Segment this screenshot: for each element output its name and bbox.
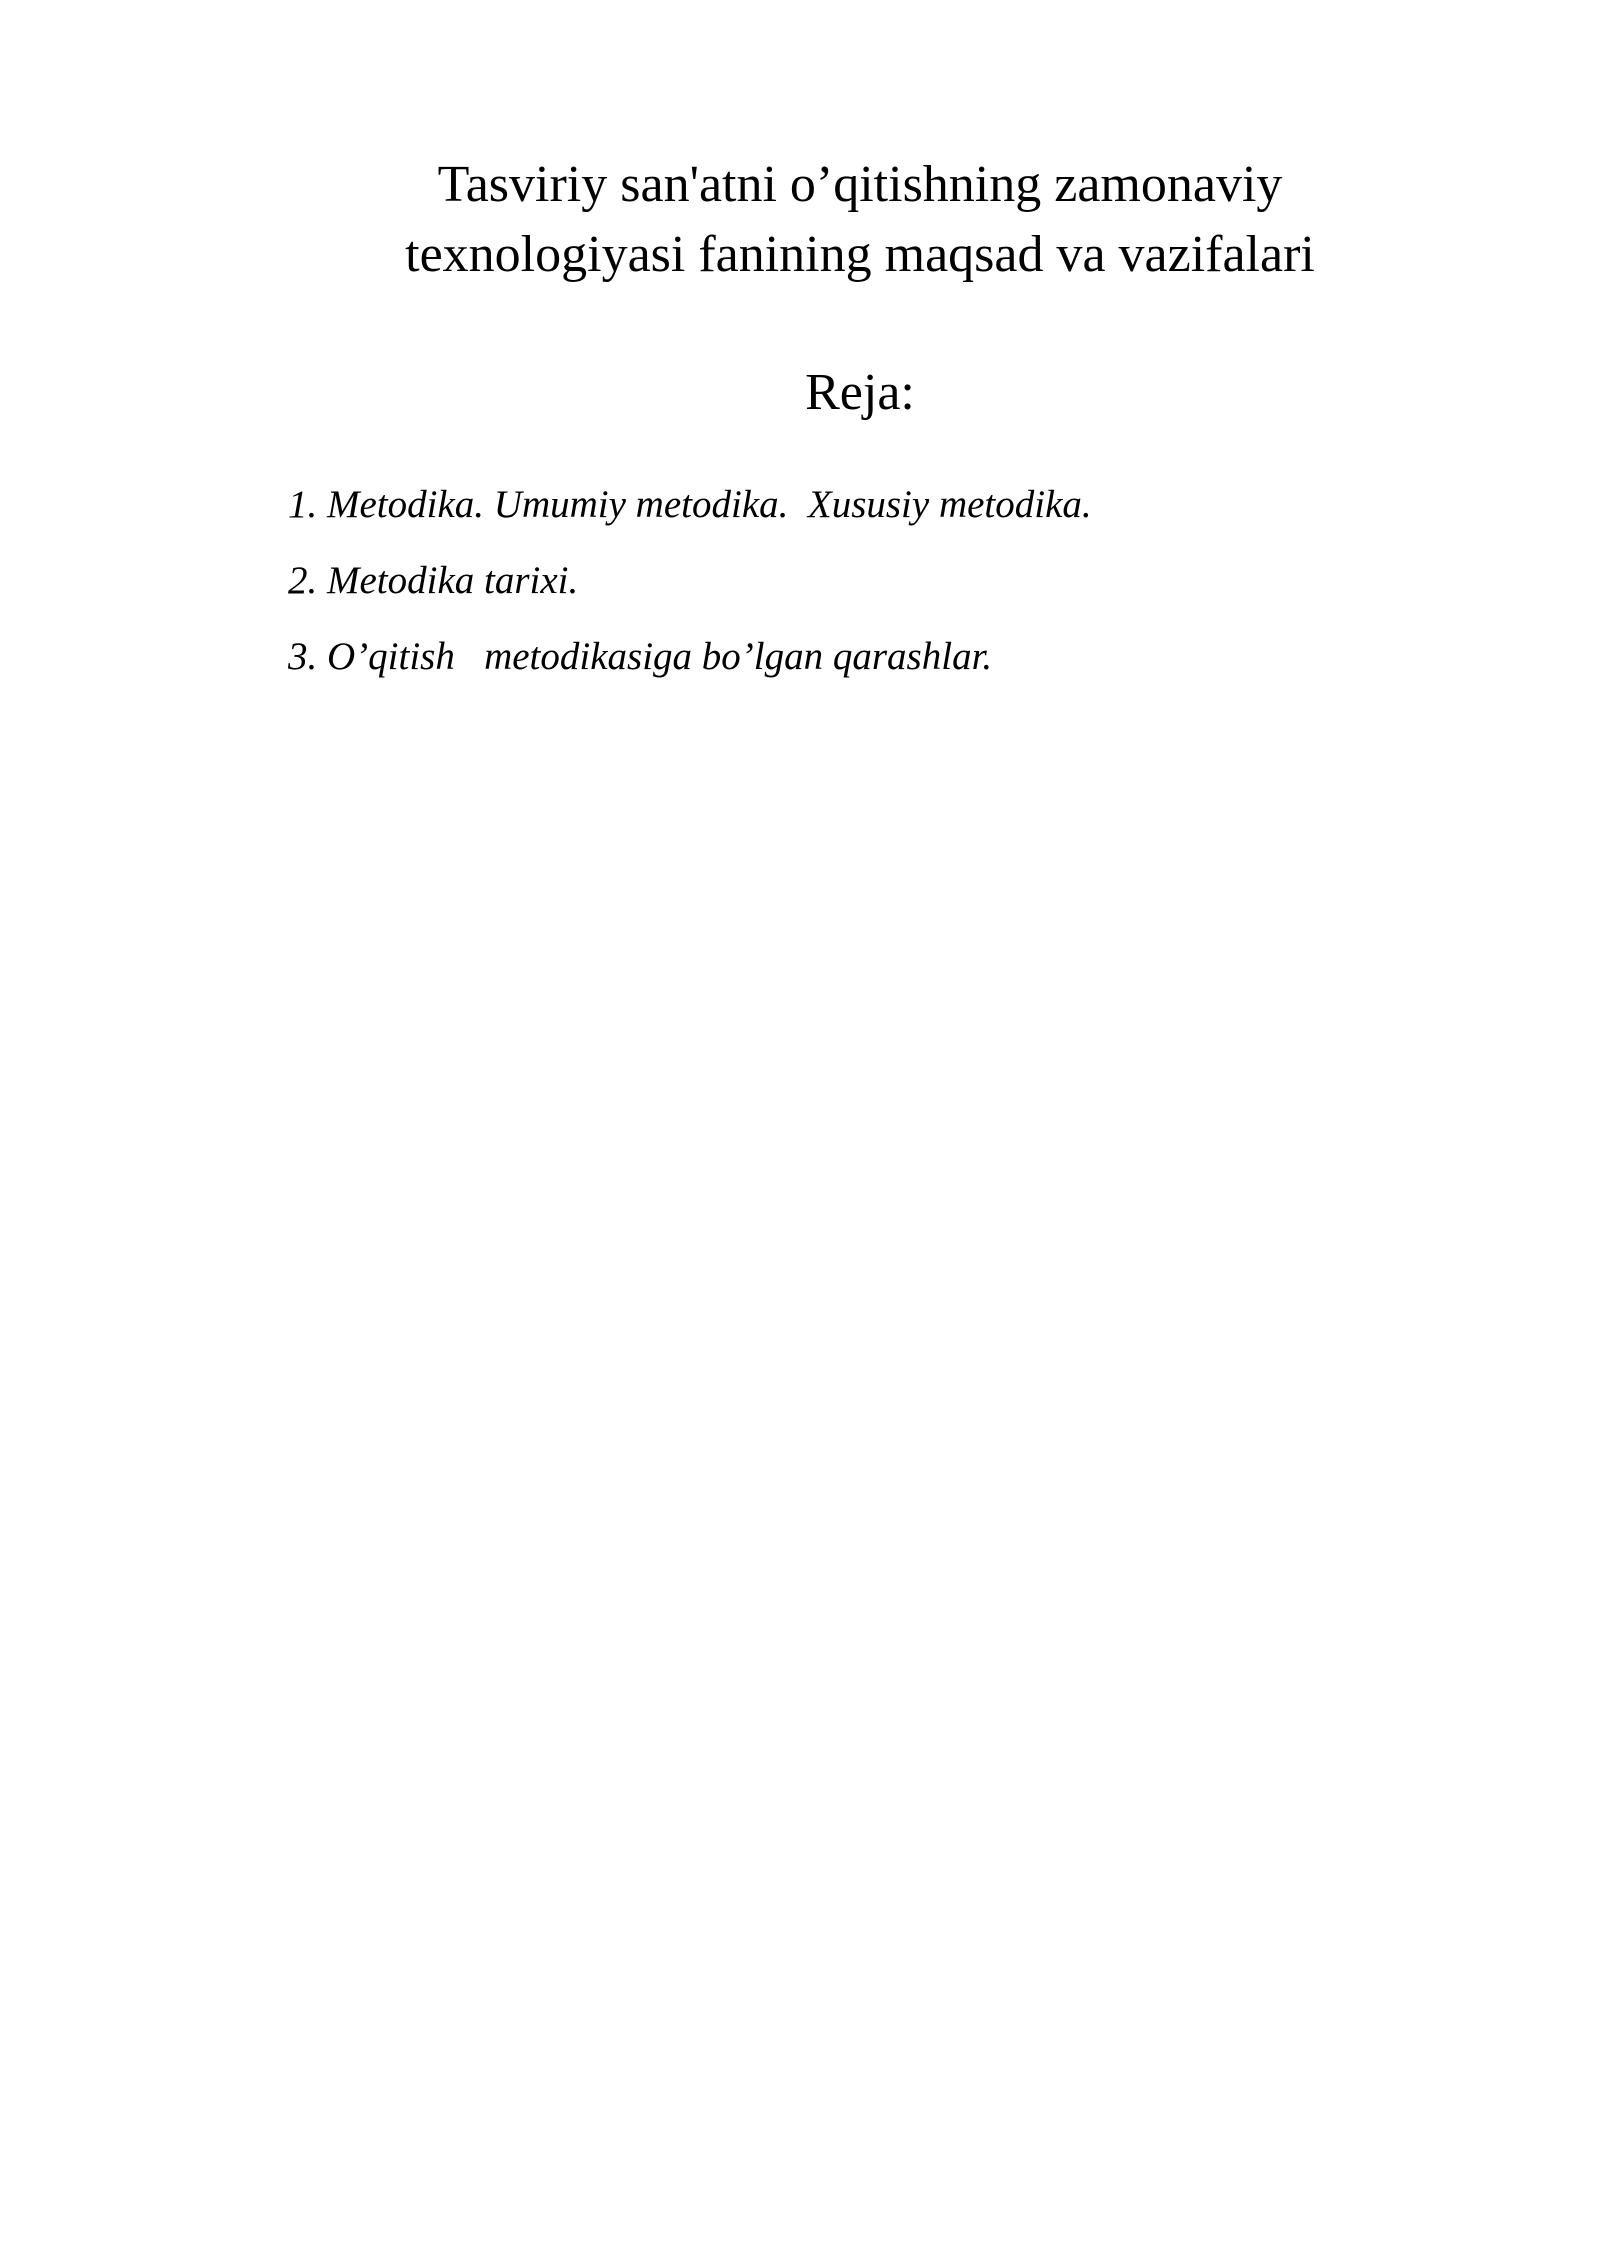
plan-item: 3. O’qitish metodikasiga bo’lgan qarashlar. xyxy=(288,635,993,678)
document-title-line-1: Tasviriy san'atni o’qitishning zamonaviy xyxy=(437,156,1283,213)
plan-list xyxy=(288,482,1092,710)
document-title-line-2: texnologiyasi fanining maqsad va vazifalari xyxy=(405,226,1315,283)
plan-item: 2. Metodika tarixi. xyxy=(288,559,579,602)
document-title xyxy=(260,150,1460,290)
plan-item: 1. Metodika. Umumiy metodika. Xususiy metodika. xyxy=(288,483,1092,526)
plan-heading: Reja: xyxy=(805,364,915,421)
